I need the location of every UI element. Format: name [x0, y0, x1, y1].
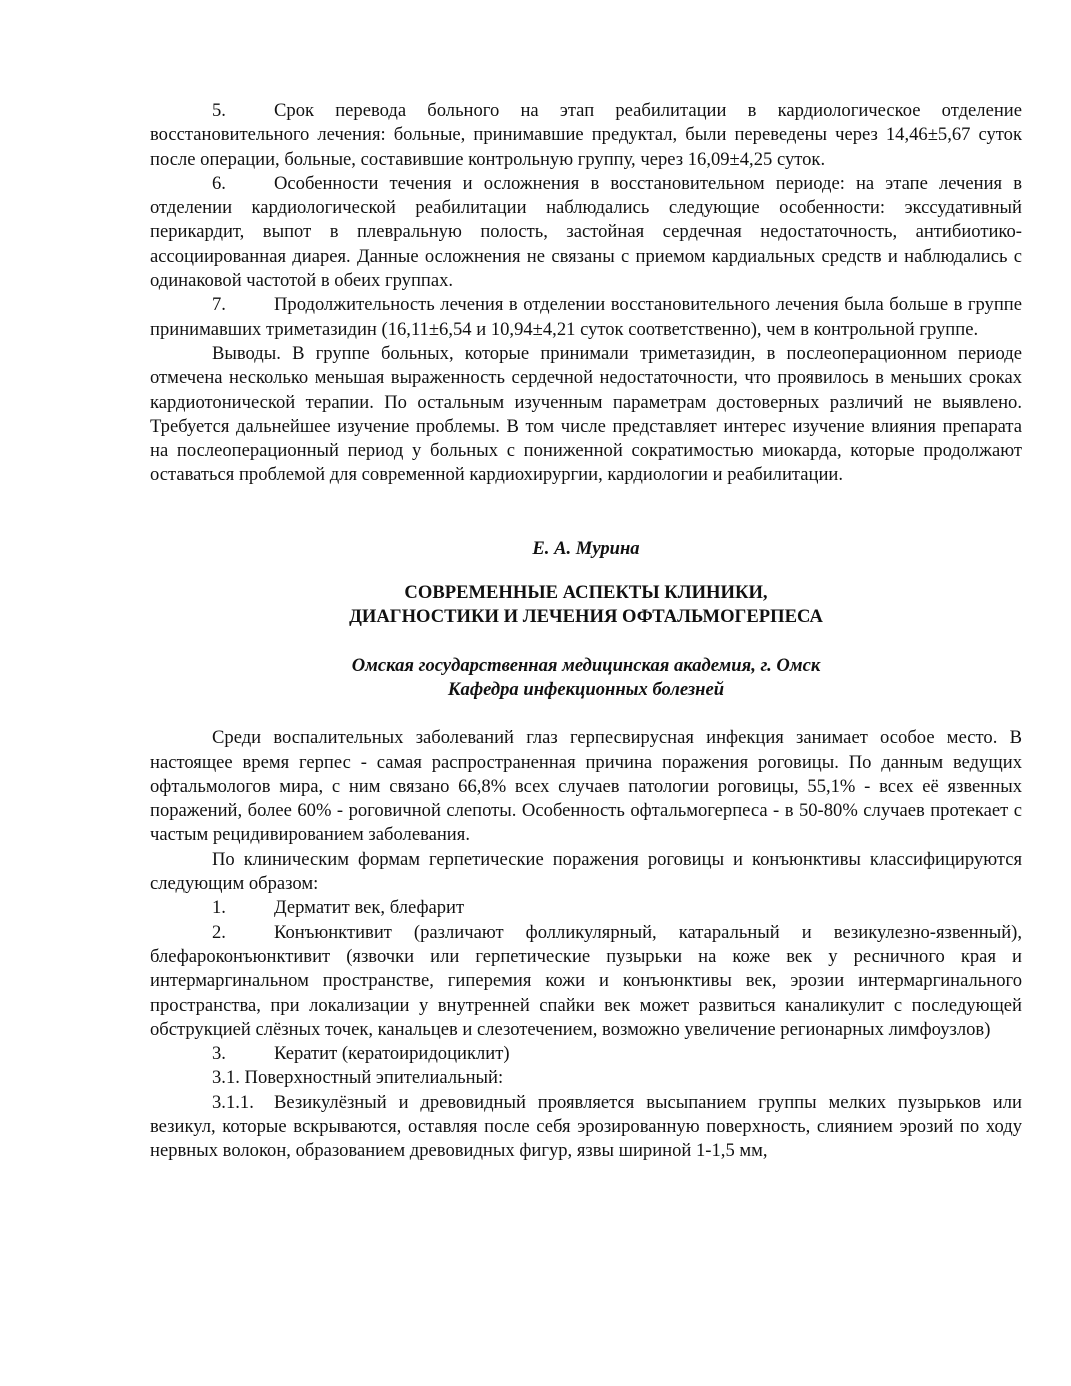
list-number: 7. — [212, 294, 226, 316]
article-title — [150, 581, 1022, 630]
list-item-3 — [150, 1042, 1022, 1066]
article-affiliation — [150, 654, 1022, 703]
list-number: 3.1.1. — [212, 1091, 254, 1113]
list-item-6 — [150, 172, 1022, 293]
list-item-7 — [150, 293, 1022, 342]
list-rest: лечения в отделении кардиологической реабилитации наблюдались следующие особенности: экссудативный перикардит, выпот в плевральную полость, застойная сердечная недостаточность, антибиотико-ассоциированная диарея. Данные осложнения не связаны с приемом кардиальных средств и наблюдались с одинаковой частотой в обеих группах. — [150, 172, 1022, 292]
sub-list-item — [150, 1091, 1022, 1164]
list-text: Конъюнктивит (различают фолликулярный, катаральный и везикулезно-язвенный), блефароконъюнктивит (язвочки или герпетические пузырьки на коже век у ресничного края и интермаргинальном пространстве, гиперемия кожи и конъюнктивы век, эрозии интермаргинального пространства, при локализации у внутренней спайки век может развиться каналикулит с последующей обструкцией слёзных точек, канальцев и слезотечением, возможно увеличение регионарных лимфоузлов) — [150, 921, 1022, 1040]
affiliation-line-2: Кафедра инфекционных болезней — [447, 678, 725, 700]
list-head: Продолжительность лечения в отделении восстановительного лечения была — [274, 294, 884, 316]
list-item-2 — [150, 921, 1022, 1042]
list-head: Особенности течения и осложнения в восстановительном периоде: на этапе — [274, 172, 928, 194]
list-item-1 — [150, 896, 1022, 920]
conclusion-paragraph: Выводы. В группе больных, которые принимали триметазидин, в послеоперационном периоде отмечена несколько меньшая выраженность сердечной недостаточности, что проявилось в меньших сроках кардиотонической терапии. По остальным изученным параметрам достоверных различий не выявлено. Требуется дальнейшее изучение проблемы. В том числе представляет интерес изучение влияния препарата на послеоперационный период у больных с пониженной сократимостью миокарда, которые продолжают оставаться проблемой для современной кардиохирургии, кардиологии и реабилитации. — [150, 342, 1022, 486]
article-title-line-1: СОВРЕМЕННЫЕ АСПЕКТЫ КЛИНИКИ, — [404, 582, 768, 604]
intro-paragraph: Среди воспалительных заболеваний глаз герпесвирусная инфекция занимает особое место. В настоящее время герпес - самая распространенная причина поражения роговицы. По данным ведущих офтальмологов мира, с ним связано 66,8% всех случаев патологии роговицы, 55,1% - всех её язвенных поражений, более 60% - роговичной слепоты. Особенность офтальмогерпеса - в 50-80% случаев протекает с частым рецидивированием заболевания. — [150, 727, 1022, 846]
list-text: Везикулёзный и древовидный проявляется высыпанием группы мелких пузырьков или везикул, которые вскрываются, оставляя после себя эрозированную поверхность, слиянием эрозий по ходу нервных волокон, образованием древовидных фигур, язвы шириной 1-1,5 мм, — [150, 1091, 1022, 1162]
list-number: 2. — [212, 921, 226, 943]
list-rest: больше в группе принимавших триметазидин (16,11±6,54 и 10,94±4,21 суток соответственно), чем в контрольной группе. — [150, 294, 1022, 340]
list-head: Срок перевода больного на этап реабилитации в кардиологическое отделение — [274, 100, 1022, 121]
article-title-line-2: ДИАГНОСТИКИ И ЛЕЧЕНИЯ ОФТАЛЬМОГЕРПЕСА — [349, 606, 823, 628]
list-text: Кератит (кератоиридоциклит) — [274, 1043, 510, 1065]
list-rest: восстановительного лечения: больные, принимавшие предуктал, были переведены через 14,46±5,67 суток после операции, больные, составившие контрольную группу, через 16,09±4,25 суток. — [150, 124, 1022, 170]
list-number: 3. — [212, 1043, 226, 1065]
sub-heading: 3.1. Поверхностный эпителиальный: — [212, 1067, 504, 1089]
list-number: 5. — [212, 100, 226, 121]
article-author: Е. А. Мурина — [532, 537, 640, 559]
list-number: 6. — [212, 172, 226, 194]
classification-paragraph: По клиническим формам герпетические поражения роговицы и конъюнктивы классифицируются следующим образом: — [150, 848, 1022, 895]
list-number: 1. — [212, 897, 226, 919]
document-page — [150, 99, 1022, 1164]
list-text: Дерматит век, блефарит — [274, 897, 465, 919]
affiliation-line-1: Омская государственная медицинская академия, г. Омск — [351, 654, 821, 676]
list-item-5 — [150, 99, 1022, 172]
